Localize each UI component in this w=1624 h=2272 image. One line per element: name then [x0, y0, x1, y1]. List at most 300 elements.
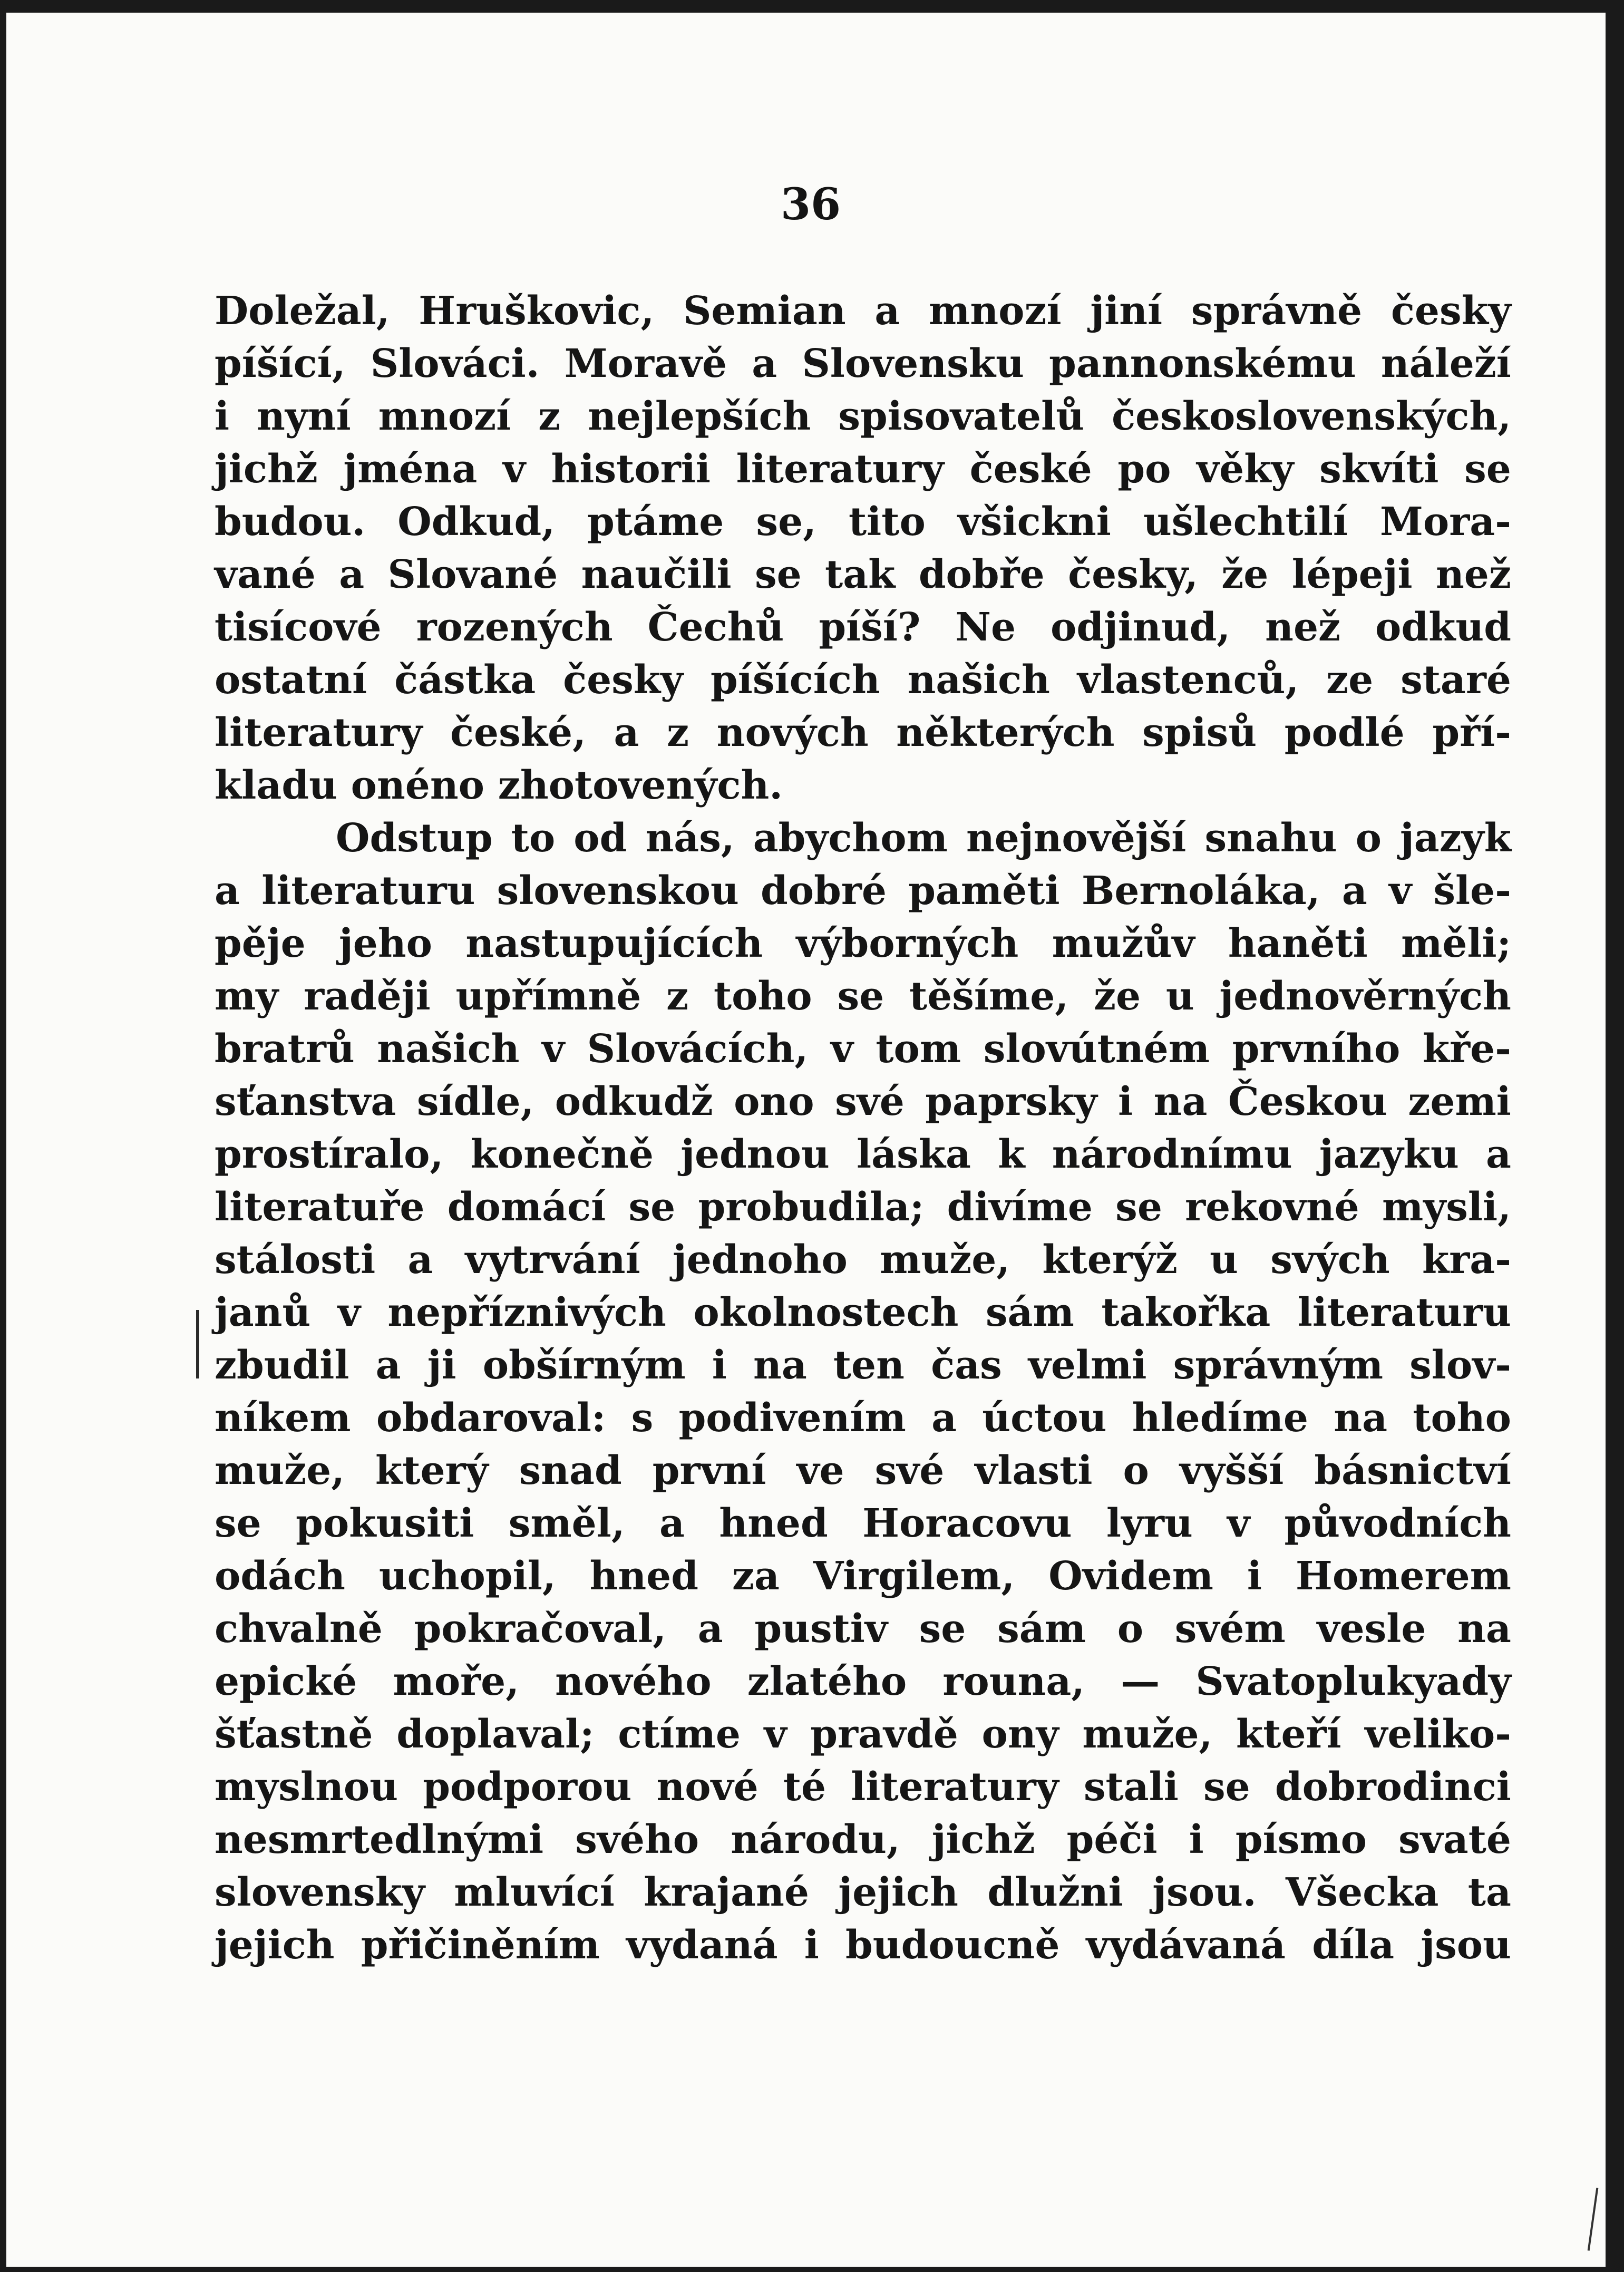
word: v — [1389, 868, 1412, 914]
text-line — [215, 1550, 1511, 1603]
word: i — [1247, 1553, 1262, 1599]
word: směl, — [508, 1501, 625, 1546]
word: nových — [716, 710, 869, 755]
word: se, — [756, 499, 816, 545]
word: Svatoplukyady — [1195, 1659, 1511, 1704]
word: jejich — [838, 1870, 958, 1915]
word: pokračoval, — [414, 1606, 667, 1652]
word: i — [712, 1343, 727, 1388]
word: mnozí — [929, 288, 1062, 334]
text-line — [215, 1603, 1511, 1655]
word: tak — [825, 552, 896, 597]
word: a — [752, 341, 777, 386]
word: takořka — [1101, 1290, 1271, 1335]
text-line — [215, 1286, 1511, 1339]
word: po — [1117, 446, 1171, 492]
word: který — [375, 1448, 489, 1493]
word: ze — [1326, 657, 1374, 703]
word: se — [919, 1606, 966, 1652]
word: v — [337, 1290, 361, 1335]
word: ony — [981, 1712, 1059, 1757]
word: okolnostech — [693, 1290, 959, 1335]
word: Všecka — [1286, 1870, 1439, 1915]
word: rouna, — [942, 1659, 1085, 1704]
word: kterýž — [1042, 1237, 1178, 1283]
word: mnozí — [378, 394, 511, 439]
word: stálosti — [215, 1237, 376, 1283]
word: i — [1189, 1817, 1204, 1862]
text-line — [215, 812, 1511, 865]
word: Moravě — [564, 341, 727, 386]
word: raději — [304, 974, 431, 1019]
text-line — [215, 496, 1511, 548]
word: skvíti — [1319, 446, 1439, 492]
word: než — [1265, 605, 1341, 650]
word: rekovné — [1185, 1184, 1359, 1230]
word: ušlechtilí — [1143, 499, 1348, 545]
text-line — [215, 1708, 1511, 1761]
word: slovútném — [983, 1026, 1210, 1072]
word: odách — [215, 1553, 345, 1599]
word: české, — [450, 710, 586, 755]
word: odkudž — [555, 1079, 713, 1124]
word: a — [407, 1237, 433, 1283]
word: nové — [656, 1764, 758, 1810]
word: divíme — [947, 1184, 1093, 1230]
word: se — [628, 1184, 676, 1230]
word: i — [804, 1923, 819, 1968]
corner-mark — [1588, 2188, 1599, 2250]
text-line — [215, 1444, 1511, 1497]
word: svého — [575, 1817, 699, 1862]
word: Slovácích, — [587, 1026, 809, 1072]
word: pustiv — [754, 1606, 888, 1652]
word: odkud — [1375, 605, 1511, 650]
text-line — [215, 1761, 1511, 1813]
text-line — [215, 1813, 1511, 1866]
text-line — [215, 1497, 1511, 1550]
word: pravdě — [810, 1712, 958, 1757]
book-page — [6, 5, 1615, 2267]
word: čas — [931, 1343, 1002, 1388]
word: píší? — [819, 605, 921, 650]
text-line — [215, 337, 1511, 390]
word: obšírným — [482, 1343, 686, 1388]
word: že — [1221, 552, 1269, 597]
word: a — [375, 1343, 401, 1388]
word: Ovidem — [1048, 1553, 1213, 1599]
word: ten — [833, 1343, 905, 1388]
word: píšících — [711, 657, 880, 703]
word: jeho — [339, 921, 433, 966]
word: nastupujících — [465, 921, 763, 966]
word: svaté — [1398, 1817, 1511, 1862]
word: písmo — [1235, 1817, 1367, 1862]
word: v — [764, 1712, 787, 1757]
word: než — [1435, 552, 1511, 597]
word: muže, — [215, 1448, 345, 1493]
text-line — [215, 1339, 1511, 1392]
word: veliko- — [1365, 1712, 1511, 1757]
word: literatuře — [215, 1184, 425, 1230]
word: šťastně — [215, 1712, 373, 1757]
word: kře- — [1422, 1026, 1511, 1072]
word: vydávaná — [1086, 1923, 1286, 1968]
word: péči — [1066, 1817, 1158, 1862]
word: výborných — [796, 921, 1019, 966]
word: mužův — [1052, 921, 1195, 966]
word: od — [573, 815, 627, 861]
word: vesle — [1317, 1606, 1426, 1652]
word: ono — [734, 1079, 814, 1124]
word: uchopil, — [378, 1553, 556, 1599]
word: se — [1203, 1764, 1250, 1810]
word: vytrvání — [465, 1237, 640, 1283]
word: prvního — [1232, 1026, 1401, 1072]
word: v — [502, 446, 526, 492]
word: Odstup — [336, 815, 493, 861]
word: jazyku — [1319, 1132, 1459, 1177]
word: myslnou — [215, 1764, 398, 1810]
word: o — [1123, 1448, 1149, 1493]
word: budoucně — [845, 1923, 1060, 1968]
word: dobré — [761, 868, 887, 914]
word: jsou — [1421, 1923, 1511, 1968]
word: národu, — [731, 1817, 900, 1862]
word: spisovatelů — [838, 394, 1085, 439]
word: mluvící — [454, 1870, 615, 1915]
word: Českou — [1228, 1079, 1387, 1124]
word: konečně — [470, 1132, 654, 1177]
word: vlasti — [975, 1448, 1093, 1493]
word: staré — [1401, 657, 1511, 703]
text-line — [215, 443, 1511, 496]
word: podivením — [678, 1395, 906, 1441]
word: Homerem — [1295, 1553, 1511, 1599]
word: jednou — [680, 1132, 830, 1177]
word: níkem — [215, 1395, 351, 1441]
word: jejich — [215, 1923, 335, 1968]
word: za — [732, 1553, 780, 1599]
word: haněti — [1228, 921, 1368, 966]
word: jména — [343, 446, 478, 492]
word: vyšší — [1179, 1448, 1284, 1493]
word: u — [1165, 974, 1194, 1019]
word: jednoho — [672, 1237, 848, 1283]
word: své — [835, 1079, 905, 1124]
word: zlatého — [747, 1659, 907, 1704]
word: pří- — [1432, 710, 1511, 755]
word: díla — [1312, 1923, 1395, 1968]
word: a — [215, 868, 240, 914]
word: Mora- — [1380, 499, 1511, 545]
word: se — [1115, 1184, 1162, 1230]
text-line — [215, 1128, 1511, 1181]
word: své — [874, 1448, 945, 1493]
text-line — [215, 1075, 1511, 1128]
word: toho — [713, 974, 812, 1019]
word: sám — [997, 1606, 1086, 1652]
word: české — [969, 446, 1092, 492]
word: odjinud, — [1051, 605, 1231, 650]
word: hledíme — [1132, 1395, 1308, 1441]
word: ta — [1467, 1870, 1511, 1915]
word: tito — [848, 499, 926, 545]
word: správným — [1173, 1343, 1383, 1388]
margin-mark — [196, 1310, 199, 1378]
word: že — [1093, 974, 1141, 1019]
word: vlastenců, — [1077, 657, 1299, 703]
word: a — [339, 552, 365, 597]
word: nejnovější — [966, 815, 1187, 861]
word: podporou — [423, 1764, 632, 1810]
word: Bernoláka, — [1081, 868, 1320, 914]
word: spisů — [1142, 710, 1257, 755]
word: sídle, — [416, 1079, 534, 1124]
word: v — [542, 1026, 565, 1072]
word: dobře — [918, 552, 1045, 597]
word: i — [1118, 1079, 1133, 1124]
word: podlé — [1284, 710, 1405, 755]
text-line — [215, 706, 1511, 759]
word: vané — [215, 552, 316, 597]
text-line — [215, 654, 1511, 706]
text-line — [215, 917, 1511, 970]
text-line — [215, 1655, 1511, 1708]
word: Slováci. — [370, 341, 540, 386]
word: nového — [555, 1659, 712, 1704]
word: i — [215, 394, 230, 439]
word: stali — [1083, 1764, 1179, 1810]
word: té — [783, 1764, 826, 1810]
page-number: 36 — [780, 179, 841, 230]
word: a — [614, 710, 639, 755]
word: nás, — [645, 815, 735, 861]
word: našich — [377, 1026, 520, 1072]
word: slov- — [1409, 1343, 1511, 1388]
word: lépeji — [1291, 552, 1413, 597]
word: a — [1486, 1132, 1511, 1177]
word: domácí — [447, 1184, 606, 1230]
word: upřímně — [455, 974, 641, 1019]
word: Horacovu — [862, 1501, 1072, 1546]
word: ptáme — [587, 499, 724, 545]
word: v — [1227, 1501, 1250, 1546]
text-line — [215, 865, 1511, 917]
word: mysli, — [1382, 1184, 1511, 1230]
word: česky — [563, 657, 684, 703]
word: Slovensku — [802, 341, 1024, 386]
word: doplaval; — [396, 1712, 595, 1757]
word: přičiněním — [361, 1923, 600, 1968]
word: láska — [857, 1132, 971, 1177]
word: hned — [719, 1501, 828, 1546]
word: jichž — [931, 1817, 1035, 1862]
word: a — [931, 1395, 957, 1441]
word: o — [1355, 815, 1382, 861]
word: janů — [215, 1290, 311, 1335]
text-line — [215, 390, 1511, 443]
word: zemi — [1408, 1079, 1511, 1124]
word: Doležal, — [215, 288, 390, 334]
text-line — [215, 1181, 1511, 1234]
text-line — [215, 601, 1511, 654]
word: u — [1210, 1237, 1238, 1283]
word: a — [1341, 868, 1367, 914]
word: Virgilem, — [813, 1553, 1015, 1599]
word: vydaná — [626, 1923, 778, 1968]
word: dlužni — [987, 1870, 1123, 1915]
word: epické — [215, 1659, 357, 1704]
word: pěje — [215, 921, 306, 966]
word: literatury — [736, 446, 944, 492]
word: tisícové — [215, 605, 382, 650]
word: na — [1153, 1079, 1208, 1124]
word: a — [697, 1606, 723, 1652]
word: nesmrtedlnými — [215, 1817, 544, 1862]
text-line — [215, 285, 1511, 337]
word: částka — [394, 657, 536, 703]
word: muže, — [1082, 1712, 1213, 1757]
word: ve — [796, 1448, 844, 1493]
word: nyní — [257, 394, 351, 439]
text-line — [215, 548, 1511, 601]
word: literaturu — [261, 868, 475, 914]
word: jichž — [215, 446, 318, 492]
word: měli; — [1401, 921, 1511, 966]
word: česky, — [1068, 552, 1198, 597]
scan-border-top — [6, 5, 1615, 13]
word: tom — [876, 1026, 961, 1072]
word: nejlepších — [588, 394, 811, 439]
word: ji — [427, 1343, 456, 1388]
word: jazyk — [1399, 815, 1511, 861]
word: muže, — [880, 1237, 1010, 1283]
word: pannonskému — [1049, 341, 1356, 386]
word: budou. — [215, 499, 366, 545]
word: náleží — [1380, 341, 1511, 386]
word: jiní — [1090, 288, 1163, 334]
word: Slované — [387, 552, 558, 597]
word: — — [1121, 1659, 1160, 1704]
word: československých, — [1111, 394, 1511, 439]
word: Semian — [683, 288, 846, 334]
word: Hruškovic, — [419, 288, 655, 334]
word: na — [1334, 1395, 1388, 1441]
word: slovensky — [215, 1870, 425, 1915]
word: našich — [907, 657, 1050, 703]
word: svých — [1270, 1237, 1390, 1283]
word: sťanstva — [215, 1079, 396, 1124]
word: úctou — [982, 1395, 1107, 1441]
word: naučili — [581, 552, 732, 597]
word: paprsky — [925, 1079, 1097, 1124]
body-text — [215, 285, 1511, 1972]
word: nepříznivých — [387, 1290, 666, 1335]
text-line — [215, 1234, 1511, 1286]
word: moře, — [393, 1659, 520, 1704]
word: Ne — [955, 605, 1016, 650]
word: kra- — [1422, 1237, 1511, 1283]
text-line — [215, 759, 1511, 812]
word: věky — [1197, 446, 1294, 492]
word: jsou. — [1152, 1870, 1257, 1915]
word: bratrů — [215, 1026, 355, 1072]
word: všickni — [957, 499, 1111, 545]
word: o — [1117, 1606, 1144, 1652]
word: my — [215, 974, 279, 1019]
word: historii — [551, 446, 711, 492]
word: se — [1464, 446, 1511, 492]
word: píšící, — [215, 341, 346, 386]
word: původních — [1284, 1501, 1511, 1546]
word: krajané — [644, 1870, 809, 1915]
text-line — [215, 1023, 1511, 1075]
word: z — [667, 710, 689, 755]
word: snahu — [1204, 815, 1337, 861]
word: literatury — [851, 1764, 1059, 1810]
word: z — [666, 974, 689, 1019]
word: z — [538, 394, 561, 439]
text-line — [215, 1392, 1511, 1444]
word: a — [659, 1501, 685, 1546]
word: obdaroval: — [376, 1395, 606, 1441]
text-line — [215, 1866, 1511, 1919]
word: s — [631, 1395, 654, 1441]
word: se — [754, 552, 802, 597]
word: první — [652, 1448, 766, 1493]
word: těšíme, — [909, 974, 1069, 1019]
word: paměti — [908, 868, 1060, 914]
word: hned — [589, 1553, 699, 1599]
word: lyru — [1106, 1501, 1193, 1546]
word: k — [998, 1132, 1025, 1177]
word: svém — [1174, 1606, 1286, 1652]
word: některých — [896, 710, 1115, 755]
word: správně — [1191, 288, 1363, 334]
word: šle- — [1433, 868, 1511, 914]
word: sám — [985, 1290, 1074, 1335]
text-line — [215, 970, 1511, 1023]
word: prostíralo, — [215, 1132, 444, 1177]
word: snad — [519, 1448, 622, 1493]
word: abychom — [753, 815, 948, 861]
word: na — [1457, 1606, 1511, 1652]
word: básnictví — [1314, 1448, 1511, 1493]
word: zbudil — [215, 1343, 349, 1388]
word: dobrodinci — [1275, 1764, 1511, 1810]
word: na — [753, 1343, 807, 1388]
word: česky — [1390, 288, 1511, 334]
word: se — [215, 1501, 261, 1546]
word: se — [837, 974, 884, 1019]
word: ostatní — [215, 657, 367, 703]
word: Čechů — [647, 605, 784, 650]
word: a — [874, 288, 900, 334]
word: jednověrných — [1219, 974, 1511, 1019]
word: literaturu — [1297, 1290, 1511, 1335]
text-line-content: kladu onéno zhotovených. — [215, 763, 783, 808]
word: toho — [1413, 1395, 1511, 1441]
word: literatury — [215, 710, 423, 755]
word: pokusiti — [296, 1501, 474, 1546]
word: národnímu — [1052, 1132, 1292, 1177]
word: ctíme — [618, 1712, 741, 1757]
word: chvalně — [215, 1606, 383, 1652]
scan-border-right — [1606, 5, 1615, 2267]
word: slovenskou — [497, 868, 739, 914]
word: to — [511, 815, 556, 861]
